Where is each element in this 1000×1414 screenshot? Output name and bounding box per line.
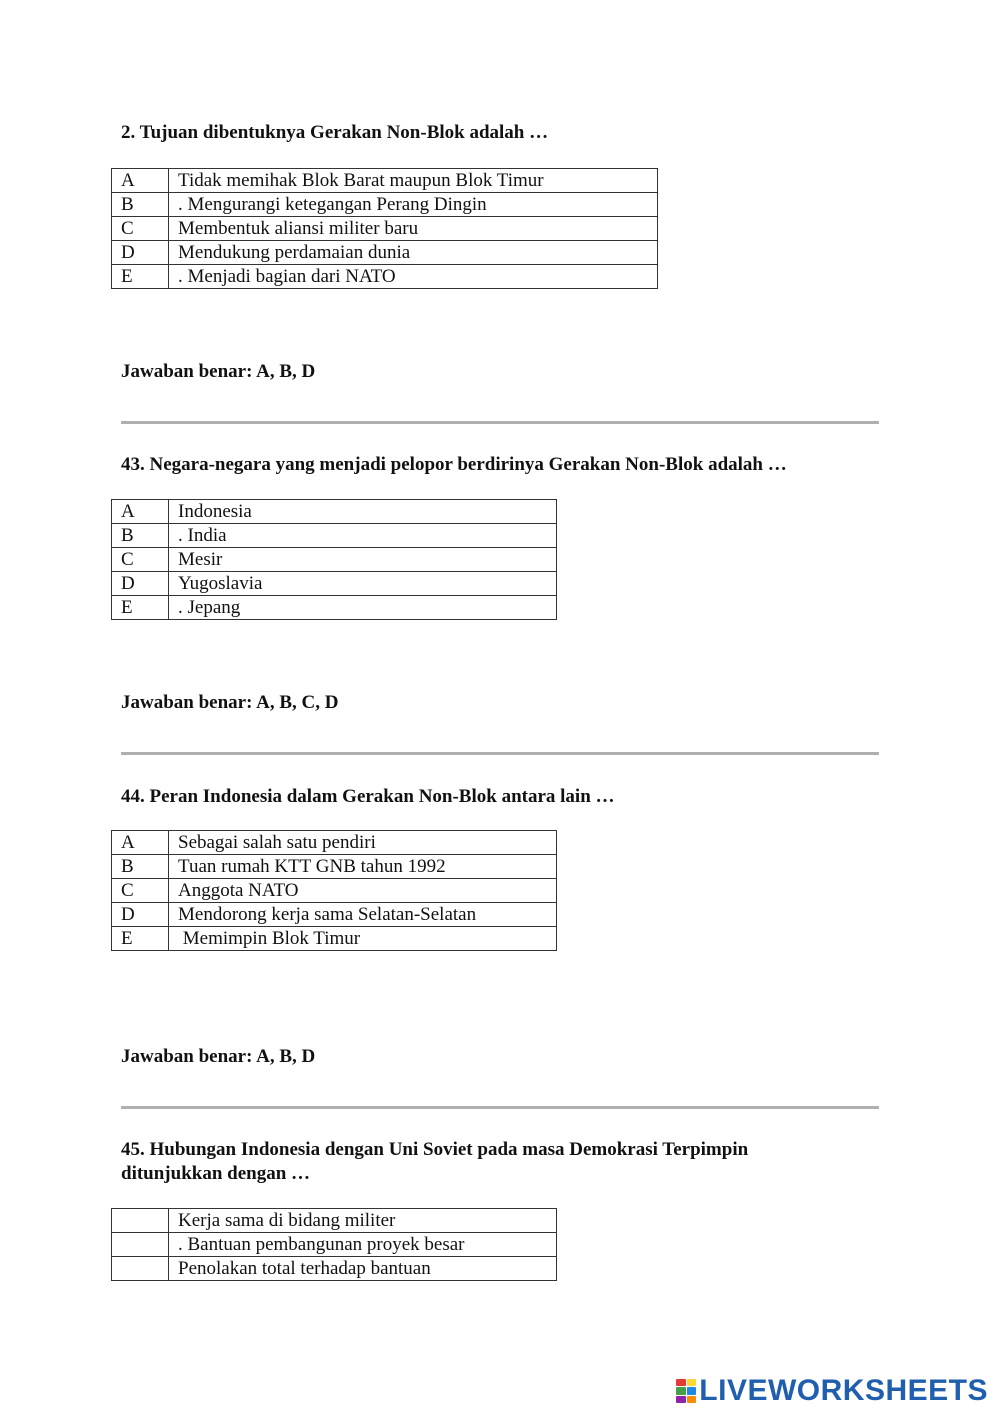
option-text: . Menjadi bagian dari NATO [169,265,658,289]
option-row[interactable] [112,500,557,524]
divider [121,421,879,424]
option-letter: D [112,572,169,596]
option-row[interactable] [112,927,557,951]
options-table [111,830,557,951]
option-text: Memimpin Blok Timur [169,927,557,951]
option-text: . India [169,524,557,548]
question-title: 2. Tujuan dibentuknya Gerakan Non-Blok adalah … [121,122,549,143]
logo-text: LIVEWORKSHEETS [699,1374,988,1407]
option-row[interactable] [112,855,557,879]
option-row[interactable] [112,217,658,241]
logo-block [687,1387,697,1394]
question-title: 43. Negara-negara yang menjadi pelopor berdirinya Gerakan Non-Blok adalah … [121,454,787,475]
option-text: Penolakan total terhadap bantuan [169,1257,557,1281]
option-text: Mendukung perdamaian dunia [169,241,658,265]
option-text: Yugoslavia [169,572,557,596]
option-letter [112,1257,169,1281]
options-table [111,1208,557,1281]
option-letter [112,1209,169,1233]
option-letter: E [112,265,169,289]
option-row[interactable] [112,1209,557,1233]
option-row[interactable] [112,1233,557,1257]
option-text: Sebagai salah satu pendiri [169,831,557,855]
liveworksheets-logo[interactable] [676,1374,988,1408]
question-title: 44. Peran Indonesia dalam Gerakan Non-Blok antara lain … [121,786,615,807]
logo-block [676,1387,686,1394]
option-text: Mesir [169,548,557,572]
option-row[interactable] [112,903,557,927]
logo-block [687,1396,697,1403]
option-letter [112,1233,169,1257]
option-text: Tidak memihak Blok Barat maupun Blok Timur [169,169,658,193]
options-table [111,168,658,289]
option-row[interactable] [112,169,658,193]
option-letter: A [112,831,169,855]
question-title: 45. Hubungan Indonesia dengan Uni Soviet pada masa Demokrasi Terpimpin ditunjukkan dengan … [121,1139,749,1184]
option-row[interactable] [112,1257,557,1281]
option-row[interactable] [112,193,658,217]
option-row[interactable] [112,831,557,855]
option-text: Anggota NATO [169,879,557,903]
option-letter: A [112,169,169,193]
option-letter: D [112,241,169,265]
logo-block [676,1379,686,1386]
option-letter: B [112,855,169,879]
option-row[interactable] [112,241,658,265]
option-row[interactable] [112,879,557,903]
option-text: . Jepang [169,596,557,620]
option-row[interactable] [112,596,557,620]
option-letter: C [112,217,169,241]
answer-key: Jawaban benar: A, B, C, D [121,692,339,713]
option-row[interactable] [112,572,557,596]
option-row[interactable] [112,265,658,289]
option-letter: D [112,903,169,927]
divider [121,752,879,755]
option-text: Kerja sama di bidang militer [169,1209,557,1233]
option-row[interactable] [112,524,557,548]
option-text: Indonesia [169,500,557,524]
option-letter: C [112,879,169,903]
option-text: . Mengurangi ketegangan Perang Dingin [169,193,658,217]
logo-block [687,1379,697,1386]
answer-key: Jawaban benar: A, B, D [121,1046,316,1067]
options-table [111,499,557,620]
option-row[interactable] [112,548,557,572]
divider [121,1106,879,1109]
liveworksheets-mark-icon [676,1379,696,1403]
option-letter: B [112,193,169,217]
option-letter: C [112,548,169,572]
option-text: . Bantuan pembangunan proyek besar [169,1233,557,1257]
option-letter: B [112,524,169,548]
option-text: Mendorong kerja sama Selatan-Selatan [169,903,557,927]
option-text: Membentuk aliansi militer baru [169,217,658,241]
option-text: Tuan rumah KTT GNB tahun 1992 [169,855,557,879]
option-letter: E [112,596,169,620]
logo-block [676,1396,686,1403]
option-letter: A [112,500,169,524]
answer-key: Jawaban benar: A, B, D [121,361,316,382]
option-letter: E [112,927,169,951]
